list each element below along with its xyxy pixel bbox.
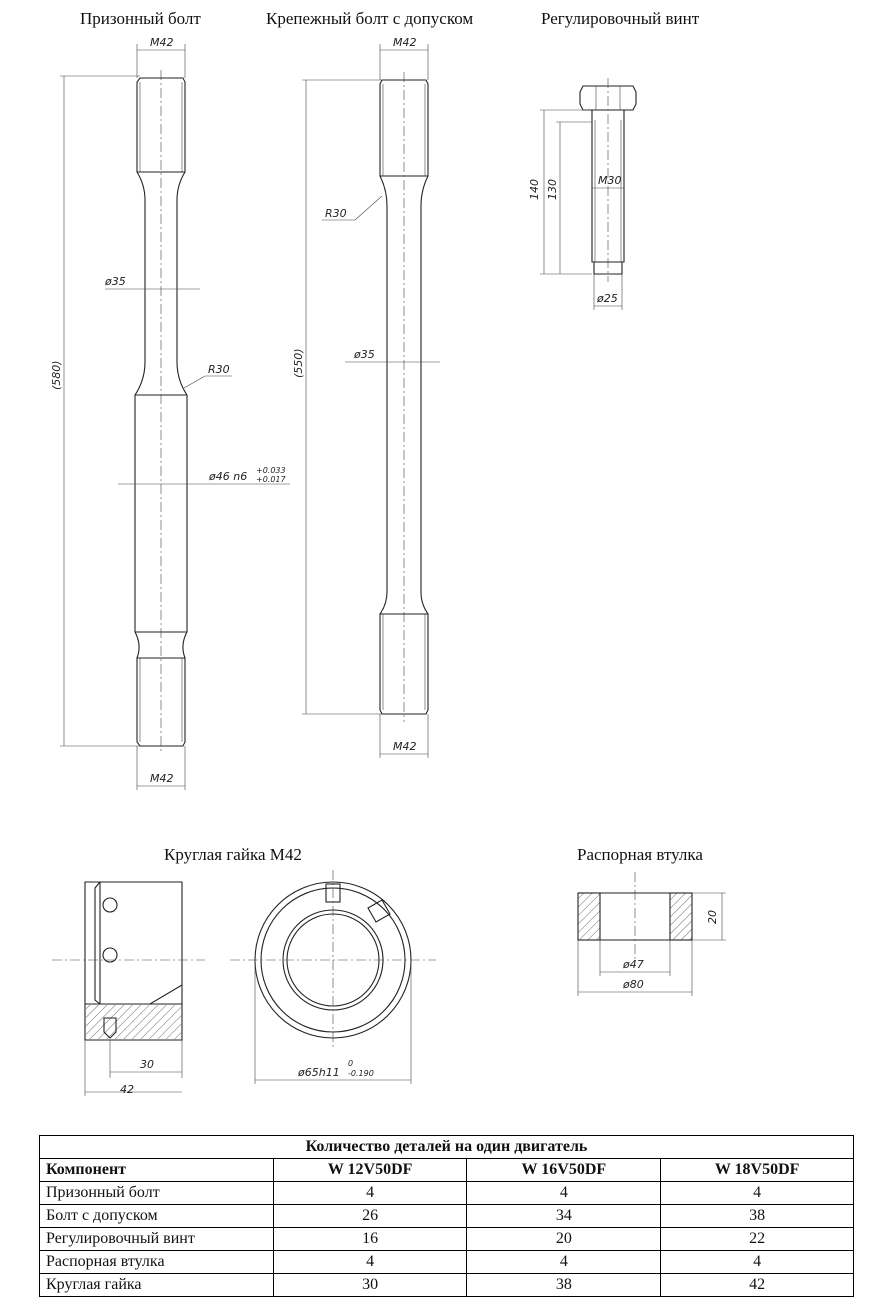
row-name: Распорная втулка bbox=[40, 1251, 274, 1274]
row-value: 4 bbox=[467, 1251, 661, 1274]
row-name: Призонный болт bbox=[40, 1182, 274, 1205]
title-fitted-bolt: Призонный болт bbox=[80, 9, 201, 28]
fitted-bolt-fit-tol-lower: +0.017 bbox=[256, 475, 286, 484]
row-value: 4 bbox=[661, 1251, 854, 1274]
row-value: 4 bbox=[273, 1251, 467, 1274]
row-name: Болт с допуском bbox=[40, 1205, 274, 1228]
tolerance-bolt-thread-top-label: M42 bbox=[393, 36, 417, 49]
fitted-bolt-fit-dia-label: ø46 n6 bbox=[209, 470, 248, 483]
round-nut-outer-dia-label: ø65h11 bbox=[298, 1066, 340, 1079]
title-round-nut: Круглая гайка M42 bbox=[164, 845, 302, 864]
round-nut-section-drawing bbox=[52, 882, 205, 1096]
fitted-bolt-fit-tol-upper: +0.033 bbox=[256, 466, 286, 475]
spacer-sleeve-outer-dia-label: ø80 bbox=[623, 978, 644, 991]
table-caption: Количество деталей на один двигатель bbox=[40, 1136, 854, 1159]
tolerance-bolt-radius-label: R30 bbox=[325, 207, 347, 220]
title-spacer-sleeve: Распорная втулка bbox=[577, 845, 703, 864]
title-tolerance-bolt: Крепежный болт с допуском bbox=[266, 9, 474, 28]
row-value: 38 bbox=[467, 1274, 661, 1297]
row-value: 22 bbox=[661, 1228, 854, 1251]
table-row bbox=[40, 1182, 854, 1205]
tolerance-bolt-shank-dia-label: ø35 bbox=[354, 348, 375, 361]
row-value: 26 bbox=[273, 1205, 467, 1228]
tolerance-bolt-thread-bottom-label: M42 bbox=[393, 740, 417, 753]
column-header-w16v50df: W 16V50DF bbox=[467, 1159, 661, 1182]
title-adjusting-screw: Регулировочный винт bbox=[541, 9, 700, 28]
row-name: Регулировочный винт bbox=[40, 1228, 274, 1251]
fitted-bolt-drawing bbox=[50, 36, 290, 790]
adjusting-screw-len-total-label: 140 bbox=[528, 179, 541, 200]
fitted-bolt-radius-label: R30 bbox=[208, 363, 230, 376]
table-row bbox=[40, 1205, 854, 1228]
row-value: 4 bbox=[273, 1182, 467, 1205]
tolerance-bolt-drawing bbox=[292, 36, 440, 758]
spacer-sleeve-drawing bbox=[578, 872, 726, 996]
table-row bbox=[40, 1251, 854, 1274]
adjusting-screw-drawing bbox=[528, 78, 636, 310]
round-nut-length-label: 42 bbox=[120, 1083, 134, 1096]
fitted-bolt-shank-dia-label: ø35 bbox=[105, 275, 126, 288]
row-name: Круглая гайка bbox=[40, 1274, 274, 1297]
table-row bbox=[40, 1228, 854, 1251]
round-nut-tol-upper: 0 bbox=[348, 1059, 354, 1068]
column-header-w12v50df: W 12V50DF bbox=[273, 1159, 467, 1182]
adjusting-screw-thread-label: M30 bbox=[598, 174, 622, 187]
parts-quantity-table bbox=[39, 1135, 854, 1297]
column-header-w18v50df: W 18V50DF bbox=[661, 1159, 854, 1182]
spacer-sleeve-height-label: 20 bbox=[706, 910, 719, 924]
round-nut-front-drawing bbox=[230, 870, 436, 1084]
row-value: 4 bbox=[661, 1182, 854, 1205]
row-value: 38 bbox=[661, 1205, 854, 1228]
row-value: 4 bbox=[467, 1182, 661, 1205]
fitted-bolt-length-label: (580) bbox=[50, 360, 63, 390]
table-header-row bbox=[40, 1159, 854, 1182]
row-value: 20 bbox=[467, 1228, 661, 1251]
table-row bbox=[40, 1274, 854, 1297]
round-nut-tol-lower: -0.190 bbox=[348, 1069, 374, 1078]
adjusting-screw-tip-dia-label: ø25 bbox=[597, 292, 618, 305]
row-value: 34 bbox=[467, 1205, 661, 1228]
tolerance-bolt-length-label: (550) bbox=[292, 348, 305, 378]
row-value: 30 bbox=[273, 1274, 467, 1297]
adjusting-screw-len-thread-label: 130 bbox=[546, 179, 559, 200]
row-value: 42 bbox=[661, 1274, 854, 1297]
fitted-bolt-thread-top-label: M42 bbox=[150, 36, 174, 49]
spacer-sleeve-inner-dia-label: ø47 bbox=[623, 958, 644, 971]
table-caption-row bbox=[40, 1136, 854, 1159]
row-value: 16 bbox=[273, 1228, 467, 1251]
fitted-bolt-thread-bottom-label: M42 bbox=[150, 772, 174, 785]
column-header-component: Компонент bbox=[40, 1159, 274, 1182]
round-nut-depth-label: 30 bbox=[140, 1058, 154, 1071]
